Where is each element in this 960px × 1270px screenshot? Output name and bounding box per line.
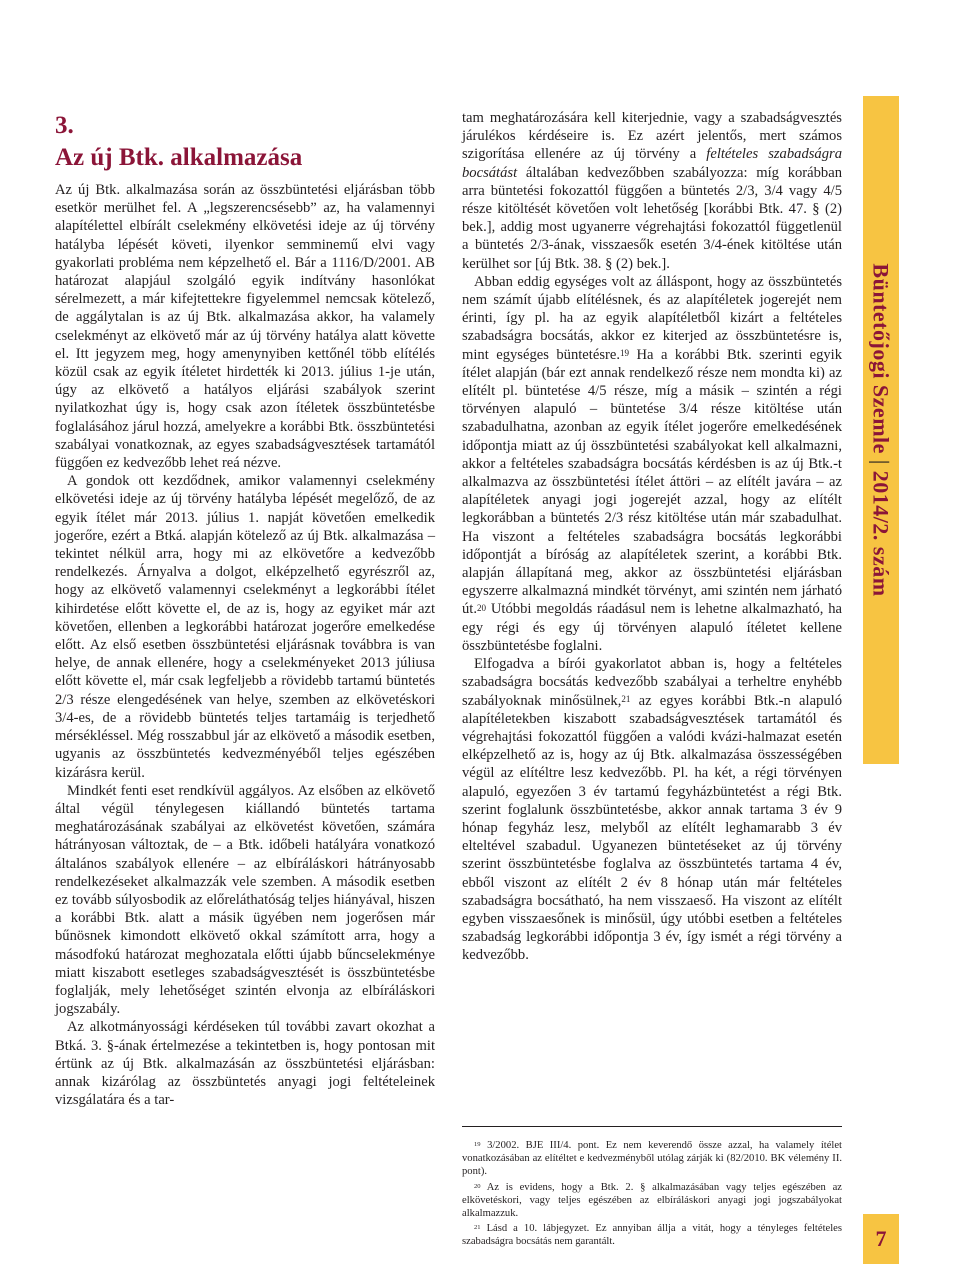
paragraph: Az új Btk. alkalmazása során az összbüntetési eljárásban több esetkör merülhet fel. A „legszerencsésebb” az, ha valamennyi alapítélettel elbírált cselekmény elkövetési ideje az új törvény hatályba lépését követi, ilyenkor semminemű elvi vagy gyakorlati probléma nem képzelhető el. Bár a 1116/D/2001. AB határozat alapjául szolgáló egyik indítvány hasonlókat sérelmezett, a már kifejtettekre figyelemmel nemcsak kötelező, de aggálytalan is az új Btk. alkalmazása akkor, ha valamely cselekményt az elkövető már az új törvény hatálya alatt követte el. Itt jegyzem meg, hogy amenynyiben kettőnél több elítélés közül csak az egyik ítéletet hirdették ki 2013. július 1-je után, úgy az elkövető a hatályos eljárási szabályok szerint nyilatkozhat úgy is, hogy csak azon ítéletek összbüntetésbe foglalásához járul hozzá, amelyekre a korábbi Btk. összbüntetési szabályai vonatkoznak, az egyes szabadságvesztések tartamától függően ez kedvezőbb lehet reá nézve. bbox=[55, 182, 435, 472]
footnote bbox=[462, 1222, 842, 1248]
right-column bbox=[462, 109, 842, 965]
left-column bbox=[55, 181, 435, 1109]
journal-separator: | bbox=[869, 459, 895, 465]
paragraph: Az alkotmányossági kérdéseken túl további zavart okozhat a Btká. 3. §-ának értelmezése a tekintetben is, hogy pontosan mit értünk az új Btk. alkalmazásán az összbüntetési eljárásban: annak kizárólag az összbüntetés anyagi jogi feltételeinek vizsgálatára és a tar- bbox=[55, 1019, 435, 1109]
footnote-ref: 19 bbox=[620, 348, 630, 359]
paragraph-text: Ha a korábbi Btk. szerinti egyik ítélet alapján (bár ezt annak rendelkező része nem mondta ki) az elítélt pl. büntetése 4/5 része, míg a másik – szintén a régi törvényen alapuló – büntetése 3/4 része kitöltése után szabadulhatna, azonban az egyik ítélet jogerőre emelkedésének időpontja miatt az új összbüntetési szabályokat kell alkalmazni, akkor a feltételes szabadságra bocsátás kérdésben is az új Btk.-t alkalmazva az összbüntetési ítélet áttöri – az elítélt javára – az alapítéletek anyagi jogi jogerejét azzal, hogy az elítélt legkorábban a büntetés 2/3 rész kitöltése után már szabadulhat. Ha viszont a feltételes szabadságra bocsátás legkorábbi időpontját a bíróság az alapítéletek szerint, a korábbi Btk. alapján állapítaná meg, akkor az összbüntetési eljárásban egyszerre alkalmazná mindkét törvényt, ami szintén nem járható út. bbox=[462, 346, 843, 618]
section-title: Az új Btk. alkalmazása bbox=[55, 144, 303, 171]
paragraph: Mindkét fenti eset rendkívül aggályos. Az elsőben az elkövető által végül ténylegesen kiállandó büntetés tartama meghatározásának szabályai az elkövetést követően, számára hátrányosan változtak, de – a Btk. időbeli hatályára vonatkozó általános szabályok ellenére – az elbíráláskori hátrányosabb rendelkezéseket alkalmazzák vele szemben. A második esetben ez tovább súlyosbodik az előreláthatóság teljes hiányával, hiszen a korábbi Btk. alatt a másik ügyében nem jogerősen már bűnösnek kimondott elkövető okkal számított arra, hogy a másodfokú határozat meghozatala előtti újabb bűncselekménye miatt kiszabott esetleges szabadságvesztését is összbüntetésbe foglalják, mely lehetőséget szintén elvonja az elbíráláskori jogszabály. bbox=[55, 782, 435, 1018]
paragraph bbox=[462, 273, 842, 655]
footnote-ref: 21 bbox=[621, 694, 631, 705]
footnotes bbox=[462, 1126, 842, 1251]
page-number: 7 bbox=[863, 1214, 899, 1264]
journal-issue: 2014/2. szám bbox=[869, 470, 895, 597]
footnote bbox=[462, 1181, 842, 1221]
footnote-text: Az is evidens, hogy a Btk. 2. § alkalmazásában vagy teljes egészében az elkövetéskori, vagy teljes egészében az elbíráláskori anyagi jogi jogszabályokat alkalmazzuk. bbox=[462, 1181, 842, 1220]
footnote-text: Lásd a 10. lábjegyzet. Ez annyiban állja a vitát, hogy a tényleges feltételes szabadságra bocsátás nem garantált. bbox=[462, 1223, 842, 1248]
paragraph bbox=[462, 109, 842, 273]
paragraph: A gondok ott kezdődnek, amikor valamennyi cselekmény elkövetési ideje az új törvény hatályba lépését megelőző, de az egyik ítélet már 2013. július 1. napját követően emelkedik jogerőre, ezért a Btká. alapján kötelező az új Btk. alkalmazása – tekintet nélkül arra, hogy mi az elkövetőre a kedvezőbb rendelkezés. Árnyalva a dolgot, elképzelhető egyrészről az, hogy az elkövető valamennyi cselekményt a legkorábbi ítélet kihirdetése előtt követte el, de az is, hogy az egyiket már azt követően, ellenben a legkorábbi határozat jogerőre emelkedése előtt. Az első esetben összbüntetési eljárásnak továbbra is van helye, de annak ellenére, hogy a cselekményeket 2013 júliusa előtt követte el, már csak legfeljebb a rövidebb tartamú büntetés 2/3 része elengedésének van helye, szemben az elkövetéskori 3/4-es, de a rövidebb büntetés teljes tartamáig is terjedhető mérsékléssel. Még rosszabbul jár az elkövető a második esetben, ugyanis az összbüntetés kedvezményéből teljes egészében kizárásra kerül. bbox=[55, 473, 435, 781]
journal-title bbox=[868, 263, 894, 596]
journal-side-band bbox=[863, 96, 899, 764]
footnote-number: 20 bbox=[474, 1182, 481, 1190]
paragraph-text: Elfogadva a bírói gyakorlatot abban is, hogy a feltételes szabadságra bocsátás kedvezőbb szabályai a terheltre enyhébb szabályoknak minősülnek, bbox=[462, 656, 842, 709]
section-number: 3. bbox=[55, 112, 74, 139]
paragraph-text: Utóbbi megoldás ráadásul nem is lehetne alkalmazható, ha egy régi és egy új törvényen alapuló ítéletet kellene összbüntetésbe foglalni. bbox=[462, 601, 842, 654]
footnote bbox=[462, 1139, 842, 1179]
footnote-number: 19 bbox=[474, 1141, 481, 1149]
footnote-ref: 20 bbox=[477, 603, 487, 614]
footnote-text: 3/2002. BJE III/4. pont. Ez nem keverendő össze azzal, ha valamely ítélet vonatkozásában az elítéltet e kedvezményből utólag zárják ki (82/2010. BK vélemény II. pont). bbox=[462, 1140, 843, 1178]
section-heading bbox=[55, 110, 445, 174]
emphasis-text: feltételes szabadságra bocsátást bbox=[462, 146, 842, 181]
journal-name: Büntetőjogi Szemle bbox=[869, 263, 895, 454]
paragraph-text: Abban eddig egységes volt az álláspont, hogy az összbüntetés nem számít újabb elítélésnek, és az alapítéletek jogerejét nem érinti, így pl. ha az egyik alapítéletből kizárt a feltételes szabadságra bocsátás, akkor ez kiterjed az összbüntetésre is, mint egységes büntetésre. bbox=[462, 273, 842, 363]
paragraph bbox=[462, 655, 842, 964]
paragraph-text: az egyes korábbi Btk.-n alapuló alapítéletekben kiszabott szabadságvesztések tartamától és végrehajtási fokozattól függően a valódi kvázi-halmazat esetén elképzelhető az is, hogy az új Btk. alkalmazása összességében végül az elítéltre lesz kedvezőbb. Pl. ha két, a régi törvényen alapuló, egyezően 3 év tartamú fegyházbüntetést a régi Btk. szerint foglalunk összbüntetésbe, akkor annak tartama 3 év 9 hónap fegyház lesz, melyből az elítélt leghamarabb 3 év elteltével szabadul. Ugyanezen büntetéseket az új törvény szerint összbüntetésbe foglalva az összbüntetés tartama 4 év, ebből viszont az elítélt 2 év 8 hónap után már feltételes szabadságra bocsátható, ha nem visszaeső. Ha viszont az elítélt egyben visszaesőnek is minősül, úgy utóbbi esetben a feltételes szabadság legkorábbi időpontja 3 év, így ismét a régi törvény a kedvezőbb. bbox=[462, 692, 842, 964]
paragraph-text: tam meghatározására kell kiterjednie, vagy a szabadságvesztés járulékos kérdéseire is. Ez azért jelentős, mert számos szigorítása ellenére az új törvény a bbox=[462, 110, 842, 163]
footnote-number: 21 bbox=[474, 1224, 481, 1232]
paragraph-text: általában kedvezőbben szabályozza: míg korábban arra büntetési fokozattól függően a büntetés 2/3, 3/4 vagy 4/5 része kitöltését követően volt lehetőség [korábbi Btk. 47. § (2) bek.], addig most ugyanerre végrehajtási fokozattól függetlenül a büntetés 2/3-ának, visszaesők esetén 3/4-ének kitöltése után kerülhet sor [új Btk. 38. § (2) bek.]. bbox=[462, 164, 842, 272]
